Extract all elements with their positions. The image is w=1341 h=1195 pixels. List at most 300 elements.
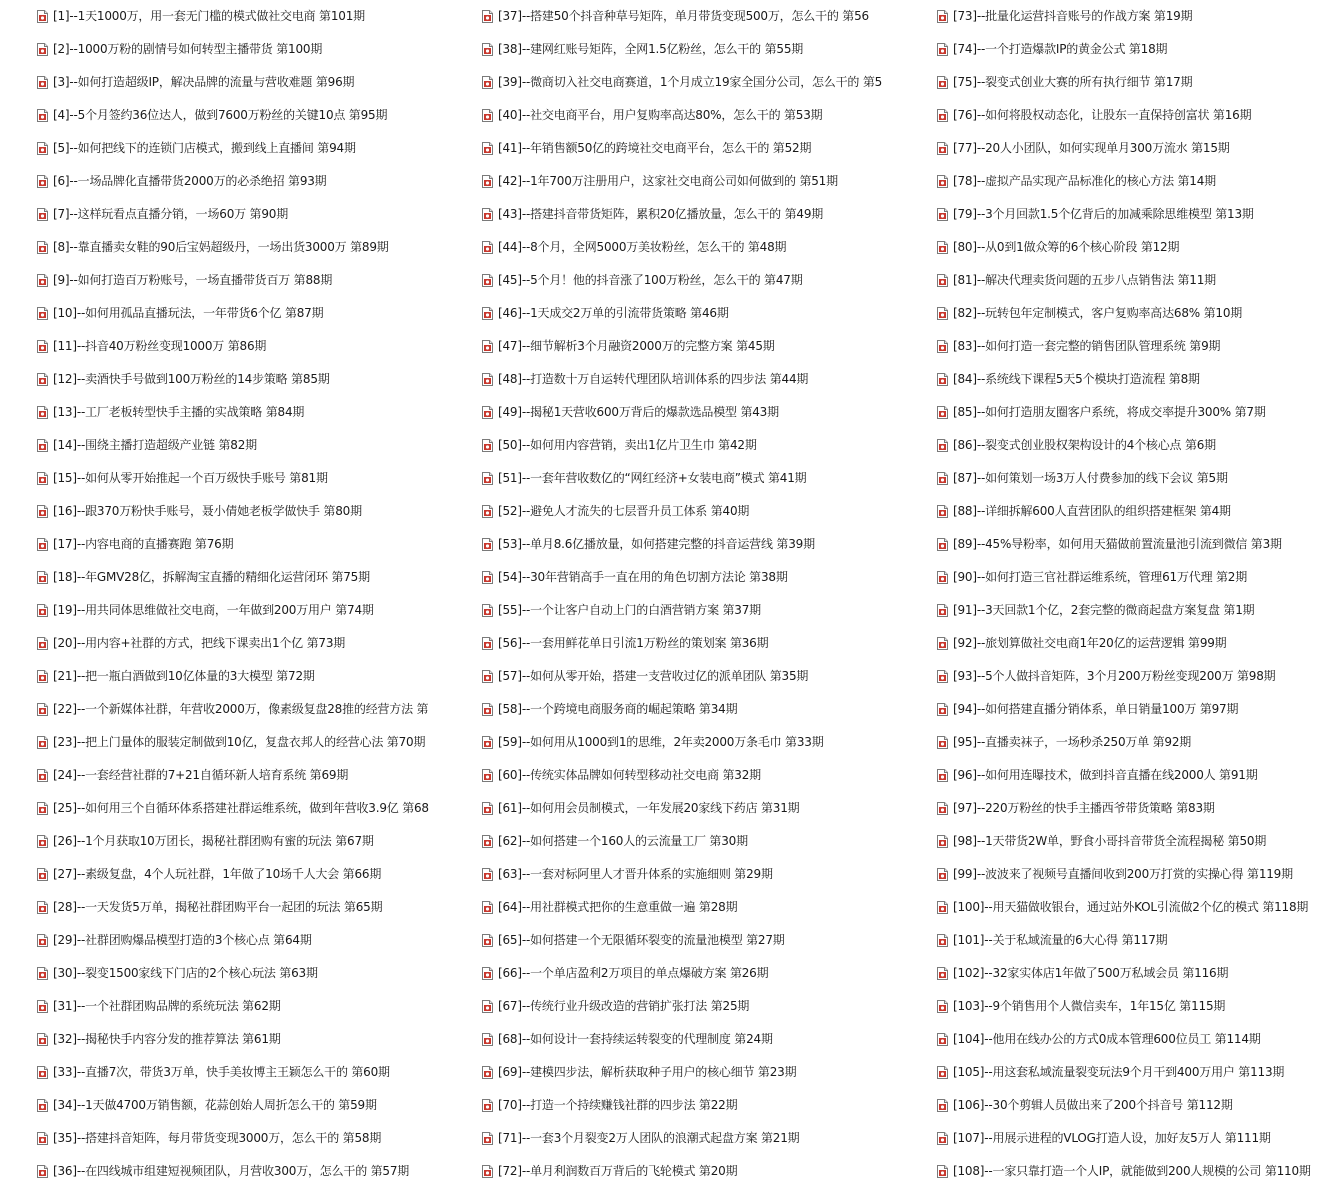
document-icon [482,406,493,419]
file-name: [27]--素级复盘，4个人玩社群，1年做了10场千人大会 第66期 [53,867,382,881]
file-name: [10]--如何用孤品直播玩法，一年带货6个亿 第87期 [53,306,324,320]
file-name: [9]--如何打造百万粉账号，一场直播带货百万 第88期 [53,273,333,287]
file-name: [61]--如何用会员制模式，一年发展20家线下药店 第31期 [498,801,800,815]
file-item[interactable] [937,501,1231,521]
file-item[interactable] [37,666,315,686]
document-icon [482,505,493,518]
file-item[interactable] [37,633,345,653]
document-icon [482,703,493,716]
file-name: [14]--围绕主播打造超级产业链 第82期 [53,438,257,452]
document-icon [937,274,948,287]
document-icon [482,538,493,551]
file-item[interactable] [482,864,773,884]
file-item[interactable] [482,369,808,389]
file-item[interactable] [937,369,1200,389]
document-icon [482,670,493,683]
file-name: [102]--32家实体店1年做了500万私域会员 第116期 [953,966,1229,980]
document-icon [37,340,48,353]
document-icon [937,637,948,650]
document-icon [937,472,948,485]
file-name: [72]--单月利润数百万背后的飞轮模式 第20期 [498,1164,738,1178]
file-name: [31]--一个社群团购品牌的系统玩法 第62期 [53,999,281,1013]
file-name: [7]--这样玩看点直播分销，一场60万 第90期 [53,207,289,221]
file-name: [70]--打造一个持续赚钱社群的四步法 第22期 [498,1098,738,1112]
file-name: [50]--如何用内容营销，卖出1亿片卫生巾 第42期 [498,438,757,452]
file-name: [28]--一天发货5万单，揭秘社群团购平台一起团的玩法 第65期 [53,900,383,914]
file-name: [101]--关于私域流量的6大心得 第117期 [953,933,1168,947]
file-item[interactable] [37,336,266,356]
file-item[interactable] [37,402,304,422]
document-icon [482,340,493,353]
document-icon [482,208,493,221]
file-item[interactable] [482,171,838,191]
file-item[interactable] [937,270,1216,290]
document-icon [937,439,948,452]
file-item[interactable] [37,303,323,323]
document-icon [482,472,493,485]
file-name: [39]--微商切入社交电商赛道，1个月成立19家全国分公司，怎么干的 第5 [498,75,883,89]
file-name: [73]--批量化运营抖音账号的作战方案 第19期 [953,9,1193,23]
file-item[interactable] [482,765,761,785]
document-icon [37,538,48,551]
file-name: [5]--如何把线下的连锁门店模式，搬到线上直播间 第94期 [53,141,356,155]
file-item[interactable] [482,237,786,257]
document-icon [37,901,48,914]
document-icon [37,967,48,980]
file-item[interactable] [482,138,811,158]
file-name: [71]--一套3个月裂变2万人团队的浪潮式起盘方案 第21期 [498,1131,800,1145]
file-item[interactable] [37,831,374,851]
file-name: [29]--社群团购爆品模型打造的3个核心点 第64期 [53,933,312,947]
file-name: [80]--从0到1做众筹的6个核心阶段 第12期 [953,240,1180,254]
file-name: [41]--年销售额50亿的跨境社交电商平台，怎么干的 第52期 [498,141,812,155]
document-icon [482,769,493,782]
file-item[interactable] [482,39,803,59]
document-icon [482,802,493,815]
file-item[interactable] [37,270,332,290]
document-icon [937,208,948,221]
document-icon [937,670,948,683]
file-item[interactable] [482,303,729,323]
file-name: [100]--用天猫做收银台，通过站外KOL引流做2个亿的模式 第118期 [953,900,1309,914]
file-name: [19]--用共同体思维做社交电商，一年做到200万用户 第74期 [53,603,374,617]
file-item[interactable] [482,996,749,1016]
file-item[interactable] [482,1161,737,1181]
document-icon [482,967,493,980]
document-icon [937,1132,948,1145]
file-item[interactable] [482,600,761,620]
document-icon [37,1132,48,1145]
file-name: [21]--把一瓶白酒做到10亿体量的3大模型 第72期 [53,669,315,683]
file-item[interactable] [937,534,1282,554]
document-icon [482,274,493,287]
file-name: [53]--单月8.6亿播放量，如何搭建完整的抖音运营线 第39期 [498,537,815,551]
file-name: [95]--直播卖袜子，一场秒杀250万单 第92期 [953,735,1192,749]
file-name: [25]--如何用三个自循环体系搭建社群运维系统，做到年营收3.9亿 第68 [53,801,429,815]
document-icon [37,835,48,848]
file-item[interactable] [482,204,823,224]
file-item[interactable] [37,798,429,818]
document-icon [937,1165,948,1178]
file-name: [12]--卖酒快手号做到100万粉丝的14步策略 第85期 [53,372,330,386]
file-item[interactable] [37,105,387,125]
file-item[interactable] [37,138,356,158]
file-name: [49]--揭秘1天营收600万背后的爆款选品模型 第43期 [498,405,779,419]
file-item[interactable] [482,831,748,851]
document-icon [37,439,48,452]
document-icon [37,472,48,485]
document-icon [37,868,48,881]
file-item[interactable] [37,6,365,26]
file-item[interactable] [37,1029,281,1049]
file-name: [94]--如何搭建直播分销体系，单日销量100万 第97期 [953,702,1239,716]
file-item[interactable] [482,1128,799,1148]
document-icon [37,934,48,947]
file-item[interactable] [937,39,1167,59]
file-name: [90]--如何打造三官社群运维系统，管理61万代理 第2期 [953,570,1248,584]
document-icon [937,1066,948,1079]
file-item[interactable] [37,204,288,224]
file-item[interactable] [482,435,757,455]
file-item[interactable] [37,996,281,1016]
file-item[interactable] [37,930,312,950]
file-item[interactable] [937,336,1220,356]
file-name: [105]--用这套私域流量裂变玩法9个月干到400万用户 第113期 [953,1065,1285,1079]
file-name: [43]--搭建抖音带货矩阵，累积20亿播放量，怎么干的 第49期 [498,207,824,221]
file-name: [47]--细节解析3个月融资2000万的完整方案 第45期 [498,339,775,353]
file-item[interactable] [482,1029,773,1049]
document-icon [937,43,948,56]
file-item[interactable] [37,1161,409,1181]
file-name: [17]--内容电商的直播赛跑 第76期 [53,537,234,551]
file-name: [96]--如何用连曝技术，做到抖音直播在线2000人 第91期 [953,768,1258,782]
file-name: [3]--如何打造超级IP，解决品牌的流量与营收难题 第96期 [53,75,355,89]
file-item[interactable] [937,303,1242,323]
file-name: [86]--裂变式创业股权架构设计的4个核心点 第6期 [953,438,1216,452]
document-icon [482,109,493,122]
file-item[interactable] [482,1062,796,1082]
file-item[interactable] [482,72,882,92]
file-name: [1]--1天1000万，用一套无门槛的模式做社交电商 第101期 [53,9,365,23]
file-item[interactable] [37,435,257,455]
document-icon [482,934,493,947]
file-item[interactable] [482,699,737,719]
document-icon [37,406,48,419]
file-item[interactable] [937,1128,1271,1148]
document-icon [37,1033,48,1046]
file-item[interactable] [482,402,779,422]
file-name: [93]--5个人做抖音矩阵，3个月200万粉丝变现200万 第98期 [953,669,1276,683]
file-name: [66]--一个单店盈利2万项目的单点爆破方案 第26期 [498,966,769,980]
file-item[interactable] [37,963,318,983]
file-name: [55]--一个让客户自动上门的白酒营销方案 第37期 [498,603,761,617]
file-item[interactable] [37,468,328,488]
file-name: [13]--工厂老板转型快手主播的实战策略 第84期 [53,405,305,419]
file-name: [36]--在四线城市组建短视频团队，月营收300万，怎么干的 第57期 [53,1164,410,1178]
file-item[interactable] [482,798,799,818]
file-item[interactable] [37,72,354,92]
file-name: [64]--用社群模式把你的生意重做一遍 第28期 [498,900,738,914]
file-name: [87]--如何策划一场3万人付费参加的线下会议 第5期 [953,471,1228,485]
document-icon [937,736,948,749]
file-name: [16]--跟370万粉快手账号，聂小倩她老板学做快手 第80期 [53,504,362,518]
file-name: [108]--一家只靠打造一个人IP，就能做到200人规模的公司 第110期 [953,1164,1311,1178]
document-icon [937,142,948,155]
file-name: [65]--如何搭建一个无限循环裂变的流量池模型 第27期 [498,933,785,947]
file-name: [35]--搭建抖音矩阵，每月带货变现3000万，怎么干的 第58期 [53,1131,382,1145]
file-name: [2]--1000万粉的剧情号如何转型主播带货 第100期 [53,42,323,56]
file-item[interactable] [482,930,785,950]
file-name: [52]--避免人才流失的七层晋升员工体系 第40期 [498,504,750,518]
file-item[interactable] [937,72,1192,92]
file-item[interactable] [37,567,370,587]
document-icon [482,868,493,881]
document-icon [482,1132,493,1145]
file-item[interactable] [482,270,803,290]
document-icon [937,868,948,881]
document-icon [37,637,48,650]
file-item[interactable] [482,534,815,554]
document-icon [482,901,493,914]
file-item[interactable] [937,237,1179,257]
file-name: [104]--他用在线办公的方式0成本管理600位员工 第114期 [953,1032,1261,1046]
document-icon [37,241,48,254]
document-icon [37,373,48,386]
file-item[interactable] [937,798,1215,818]
file-name: [107]--用展示进程的VLOG打造人设，加好友5万人 第111期 [953,1131,1271,1145]
file-name: [20]--用内容+社群的方式，把线下课卖出1个亿 第73期 [53,636,346,650]
document-icon [482,736,493,749]
file-name: [38]--建网红账号矩阵，全网1.5亿粉丝，怎么干的 第55期 [498,42,804,56]
file-name: [48]--打造数十万自运转代理团队培训体系的四步法 第44期 [498,372,809,386]
document-icon [937,1099,948,1112]
file-item[interactable] [482,963,768,983]
document-icon [37,1066,48,1079]
file-name: [33]--直播7次，带货3万单，快手美妆博主王颖怎么干的 第60期 [53,1065,390,1079]
document-icon [37,571,48,584]
document-icon [37,1000,48,1013]
file-name: [75]--裂变式创业大赛的所有执行细节 第17期 [953,75,1193,89]
file-name: [106]--30个剪辑人员做出来了200个抖音号 第112期 [953,1098,1233,1112]
file-item[interactable] [937,699,1238,719]
file-name: [11]--抖音40万粉丝变现1000万 第86期 [53,339,267,353]
document-icon [482,1165,493,1178]
file-item[interactable] [37,1095,377,1115]
document-icon [937,175,948,188]
file-item[interactable] [482,468,806,488]
file-name: [91]--3天回款1个亿，2套完整的微商起盘方案复盘 第1期 [953,603,1255,617]
file-name: [26]--1个月获取10万团长，揭秘社群团购有蜜的玩法 第67期 [53,834,374,848]
file-name: [4]--5个月签约36位达人，做到7600万粉丝的关键10点 第95期 [53,108,388,122]
file-item[interactable] [482,633,768,653]
file-item[interactable] [937,204,1254,224]
document-icon [482,439,493,452]
document-icon [482,43,493,56]
file-item[interactable] [937,633,1226,653]
file-item[interactable] [937,666,1275,686]
file-item[interactable] [937,930,1167,950]
file-item[interactable] [37,171,326,191]
file-name: [76]--如何将股权动态化，让股东一直保持创富状 第16期 [953,108,1252,122]
file-name: [84]--系统线下课程5天5个模块打造流程 第8期 [953,372,1200,386]
file-name: [97]--220万粉丝的快手主播西爷带货策略 第83期 [953,801,1215,815]
document-icon [37,10,48,23]
file-item[interactable] [937,6,1192,26]
file-name: [42]--1年700万注册用户，这家社交电商公司如何做到的 第51期 [498,174,838,188]
file-item[interactable] [37,39,322,59]
document-icon [937,1033,948,1046]
file-item[interactable] [937,138,1230,158]
document-icon [37,802,48,815]
file-item[interactable] [937,567,1247,587]
file-item[interactable] [37,897,382,917]
file-name: [54]--30年营销高手一直在用的角色切割方法论 第38期 [498,570,788,584]
file-item[interactable] [37,600,374,620]
document-icon [37,43,48,56]
document-icon [937,10,948,23]
file-name: [69]--建模四步法，解析获取种子用户的核心细节 第23期 [498,1065,797,1079]
file-item[interactable] [937,1095,1233,1115]
document-icon [937,769,948,782]
file-item[interactable] [937,600,1254,620]
file-item[interactable] [37,1128,381,1148]
file-item[interactable] [937,732,1191,752]
document-icon [937,703,948,716]
file-name: [46]--1天成交2万单的引流带货策略 第46期 [498,306,729,320]
file-name: [40]--社交电商平台，用户复购率高达80%，怎么干的 第53期 [498,108,823,122]
file-name: [88]--详细拆解600人直营团队的组织搭建框架 第4期 [953,504,1231,518]
file-name: [37]--搭建50个抖音种草号矩阵，单月带货变现500万，怎么干的 第56 [498,9,869,23]
file-item[interactable] [37,534,233,554]
document-icon [482,241,493,254]
file-name: [8]--靠直播卖女鞋的90后宝妈超级丹，一场出货3000万 第89期 [53,240,389,254]
file-item[interactable] [37,369,330,389]
file-name: [18]--年GMV28亿，拆解淘宝直播的精细化运营闭环 第75期 [53,570,370,584]
document-icon [937,538,948,551]
file-item[interactable] [937,435,1216,455]
document-icon [937,340,948,353]
file-name: [51]--一套年营收数亿的“网红经济+女装电商”模式 第41期 [498,471,807,485]
file-item[interactable] [37,237,389,257]
file-name: [59]--如何用从1000到1的思维，2年卖2000万条毛巾 第33期 [498,735,824,749]
file-item[interactable] [37,765,348,785]
file-item[interactable] [937,1161,1311,1181]
file-item[interactable] [937,1029,1261,1049]
document-icon [937,934,948,947]
document-icon [482,1000,493,1013]
file-item[interactable] [937,402,1266,422]
file-item[interactable] [937,468,1228,488]
document-icon [37,142,48,155]
file-name: [67]--传统行业升级改造的营销扩张打法 第25期 [498,999,750,1013]
document-icon [482,373,493,386]
file-name: [83]--如何打造一套完整的销售团队管理系统 第9期 [953,339,1221,353]
document-icon [37,1099,48,1112]
file-item[interactable] [937,996,1225,1016]
file-name: [92]--旅划算做社交电商1年20亿的运营逻辑 第99期 [953,636,1227,650]
file-name: [68]--如何设计一套持续运转裂变的代理制度 第24期 [498,1032,773,1046]
file-name: [77]--20人小团队，如何实现单月300万流水 第15期 [953,141,1230,155]
file-item[interactable] [937,831,1266,851]
file-name: [63]--一套对标阿里人才晋升体系的实施细则 第29期 [498,867,773,881]
document-icon [37,505,48,518]
document-icon [482,1099,493,1112]
file-item[interactable] [482,336,775,356]
file-name: [74]--一个打造爆款IP的黄金公式 第18期 [953,42,1168,56]
file-item[interactable] [482,501,749,521]
file-item[interactable] [482,666,808,686]
file-name: [30]--裂变1500家线下门店的2个核心玩法 第63期 [53,966,318,980]
file-item[interactable] [937,963,1228,983]
document-icon [37,307,48,320]
file-name: [89]--45%导粉率，如何用天猫做前置流量池引流到微信 第3期 [953,537,1282,551]
file-name: [85]--如何打造朋友圈客户系统，将成交率提升300% 第7期 [953,405,1266,419]
file-item[interactable] [937,765,1258,785]
document-icon [937,901,948,914]
document-icon [937,835,948,848]
document-icon [37,175,48,188]
document-icon [37,76,48,89]
file-item[interactable] [37,864,381,884]
document-icon [37,1165,48,1178]
file-name: [56]--一套用鲜花单日引流1万粉丝的策划案 第36期 [498,636,769,650]
document-icon [37,670,48,683]
file-item[interactable] [482,1095,737,1115]
file-name: [62]--如何搭建一个160人的云流量工厂 第30期 [498,834,748,848]
document-icon [482,637,493,650]
document-icon [937,505,948,518]
file-name: [45]--5个月！他的抖音涨了100万粉丝，怎么干的 第47期 [498,273,803,287]
file-name: [6]--一场品牌化直播带货2000万的必杀绝招 第93期 [53,174,327,188]
file-name: [60]--传统实体品牌如何转型移动社交电商 第32期 [498,768,761,782]
file-item[interactable] [37,699,428,719]
document-icon [482,175,493,188]
file-item[interactable] [37,732,425,752]
file-item[interactable] [37,501,362,521]
file-item[interactable] [482,105,822,125]
file-name: [34]--1天做4700万销售额，花蒜创始人周折怎么干的 第59期 [53,1098,377,1112]
file-item[interactable] [937,171,1216,191]
file-item[interactable] [482,567,788,587]
document-icon [937,802,948,815]
document-icon [482,604,493,617]
document-icon [937,307,948,320]
document-icon [937,76,948,89]
document-icon [937,373,948,386]
file-item[interactable] [937,105,1251,125]
file-name: [57]--如何从零开始，搭建一支营收过亿的派单团队 第35期 [498,669,809,683]
file-item[interactable] [937,897,1308,917]
document-icon [482,76,493,89]
file-item[interactable] [482,897,737,917]
file-name: [15]--如何从零开始推起一个百万级快手账号 第81期 [53,471,328,485]
file-item[interactable] [937,864,1293,884]
document-icon [482,307,493,320]
file-item[interactable] [937,1062,1284,1082]
file-name: [103]--9个销售用个人微信卖车，1年15亿 第115期 [953,999,1226,1013]
file-item[interactable] [37,1062,390,1082]
file-item[interactable] [482,732,824,752]
file-item[interactable] [482,6,869,26]
document-icon [37,736,48,749]
file-name: [98]--1天带货2W单，野食小哥抖音带货全流程揭秘 第50期 [953,834,1267,848]
document-icon [37,703,48,716]
document-icon [937,109,948,122]
document-icon [482,142,493,155]
file-name: [24]--一套经营社群的7+21自循环新人培育系统 第69期 [53,768,349,782]
file-name: [99]--波波来了视频号直播间收到200万打赏的实操心得 第119期 [953,867,1293,881]
document-icon [937,241,948,254]
